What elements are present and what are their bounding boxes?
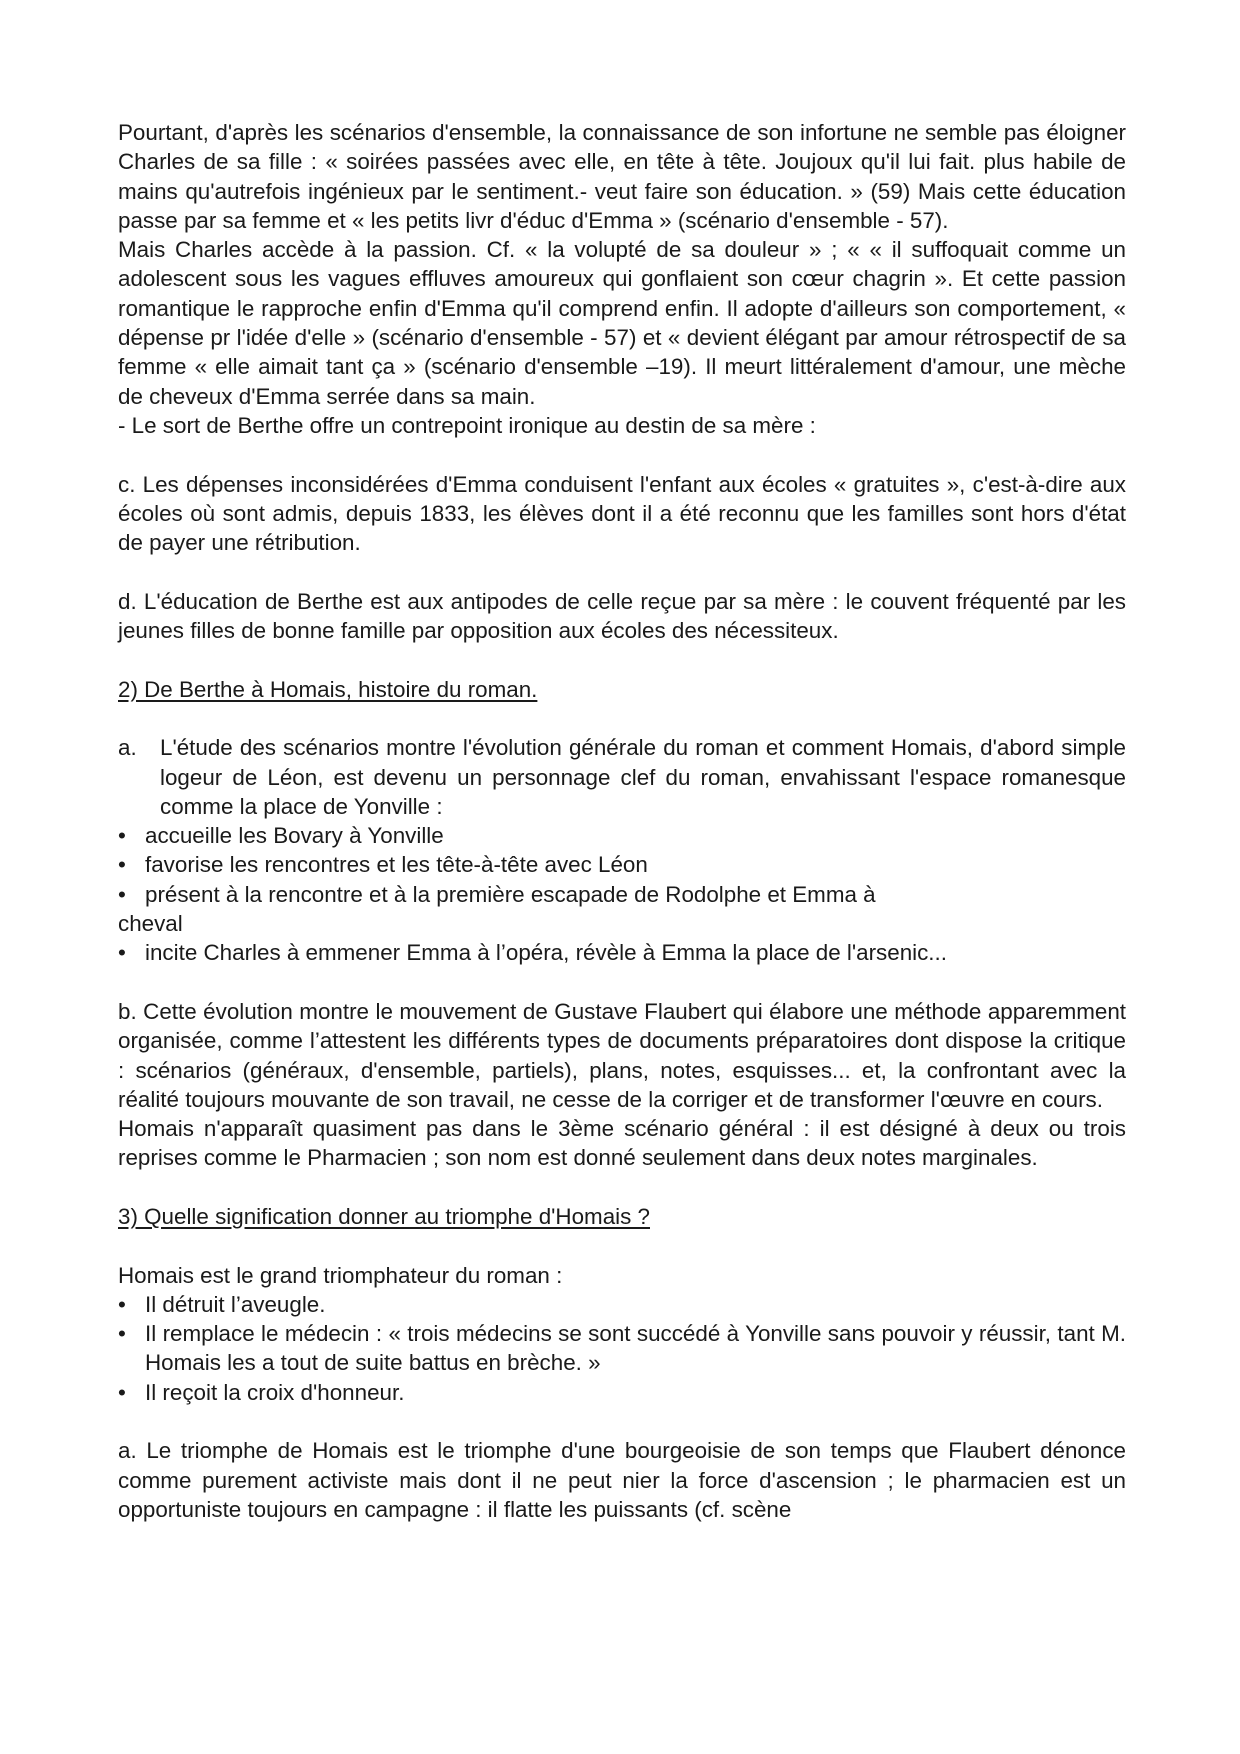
document-page (118, 118, 1126, 1524)
section-heading-3: 3) Quelle signification donner au triomphe d'Homais ? (118, 1203, 650, 1229)
paragraph-triumph-intro: Homais est le grand triomphateur du roman : (118, 1262, 563, 1288)
list-item: • favorise les rencontres et les tête-à-tête avec Léon (118, 850, 1126, 879)
paragraph-triumph-a: a. Le triomphe de Homais est le triomphe d'une bourgeoisie de son temps que Flaubert dénonce comme purement activiste mais dont il ne peut nier la force d'ascension ; le pharmacien est un opportuniste toujours en campagne : il flatte les puissants (cf. scène (118, 1438, 1126, 1522)
list-item: • Il détruit l’aveugle. (118, 1290, 1126, 1319)
bullet-icon: • (118, 1379, 126, 1405)
bullet-icon: • (118, 1321, 126, 1347)
paragraph-c: c. Les dépenses inconsidérées d'Emma conduisent l'enfant aux écoles « gratuites », c'est-à-dire aux écoles où sont admis, depuis 1833, les élèves dont il a été reconnu que les familles sont hors d'état de payer une rétribution. (118, 471, 1126, 556)
lettered-item-a (118, 733, 1126, 821)
paragraph-passion: Mais Charles accède à la passion. Cf. « la volupté de sa douleur » ; « « il suffoquait comme un adolescent sous les vagues effluves amoureux qui gonflaient son cœur chagrin ». Et cette passion romantique le rapproche enfin d'Emma qu'il comprend enfin. Il adopte d'ailleurs son comportement, « dépense pr l'idée d'elle » (scénario d'ensemble - 57) et « devient élégant par amour rétrospectif de sa femme « elle aimait tant ça » (scénario d'ensemble –19). Il meurt littéralement d'amour, une mèche de cheveux d'Emma serrée dans sa main. (118, 237, 1126, 409)
section-heading-2: 2) De Berthe à Homais, histoire du roman. (118, 676, 538, 702)
paragraph-homais-scenario: Homais n'apparaît quasiment pas dans le 3ème scénario général : il est désigné à deux ou trois reprises comme le Pharmacien ; son nom est donné seulement dans deux notes marginales. (118, 1116, 1126, 1171)
list-item: • accueille les Bovary à Yonville (118, 821, 1126, 850)
item-text: L'étude des scénarios montre l'évolution générale du roman et comment Homais, d'abord simple logeur de Léon, est devenu un personnage clef du roman, envahissant l'espace romanesque comme la place de Yonville : (160, 735, 1126, 819)
bullet-icon: • (118, 940, 126, 966)
bullet-icon: • (118, 823, 126, 849)
list-item: • incite Charles à emmener Emma à l’opéra, révèle à Emma la place de l'arsenic... (118, 938, 1126, 967)
list-item: • Il reçoit la croix d'honneur. (118, 1378, 1126, 1407)
bullet-icon: • (118, 881, 126, 907)
bullet-icon: • (118, 852, 126, 878)
bullet-list-homais-roles (118, 821, 1126, 909)
paragraph-intro: Pourtant, d'après les scénarios d'ensemble, la connaissance de son infortune ne semble pas éloigner Charles de sa fille : « soirées passées avec elle, en tête à tête. Joujoux qu'il lui fait. plus habile de mains qu'autrefois ingénieux par le sentiment.- veut faire son éducation. » (59) Mais cette éducation passe par sa femme et « les petits livr d'éduc d'Emma » (scénario d'ensemble - 57). (118, 120, 1126, 233)
list-item-continuation: cheval (118, 911, 183, 937)
bullet-icon: • (118, 1291, 126, 1317)
paragraph-berthe-intro: - Le sort de Berthe offre un contrepoint ironique au destin de sa mère : (118, 412, 816, 438)
item-marker: a. (118, 735, 137, 761)
list-item: • Il remplace le médecin : « trois médecins se sont succédé à Yonville sans pouvoir y réussir, tant M. Homais les a tout de suite battus en brèche. » (118, 1319, 1126, 1378)
list-item: • présent à la rencontre et à la première escapade de Rodolphe et Emma à (118, 880, 1126, 909)
bullet-list-homais-roles-cont (118, 938, 1126, 967)
paragraph-d: d. L'éducation de Berthe est aux antipodes de celle reçue par sa mère : le couvent fréquenté par les jeunes filles de bonne famille par opposition aux écoles des nécessiteux. (118, 588, 1126, 644)
paragraph-b: b. Cette évolution montre le mouvement de Gustave Flaubert qui élabore une méthode apparemment organisée, comme l’attestent les différents types de documents préparatoires dont dispose la critique : scénarios (généraux, d'ensemble, partiels), plans, notes, esquisses... et, la confrontant avec la réalité toujours mouvante de son travail, ne cesse de la corriger et de transformer l'œuvre en cours. (118, 998, 1126, 1112)
bullet-list-triumph (118, 1290, 1126, 1407)
